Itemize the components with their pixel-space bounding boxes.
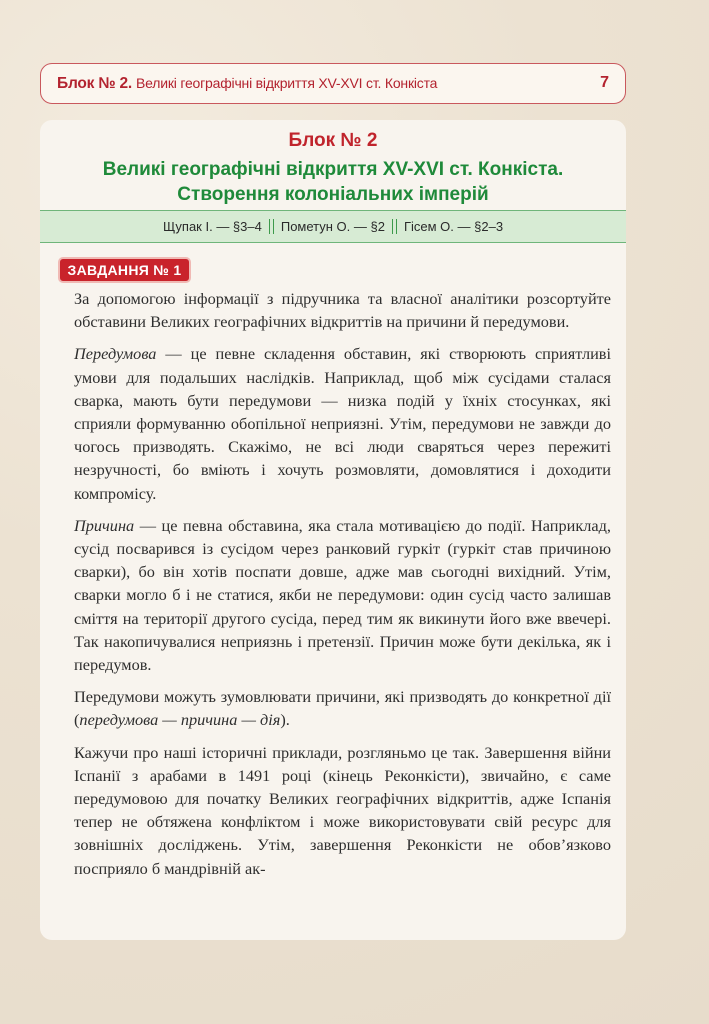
block-label: Блок № 2: [288, 130, 378, 151]
running-header-block-label: Блок № 2.: [57, 75, 133, 92]
separator-icon: [269, 219, 274, 234]
task-intro: За допомогою інформації з підручника та власної аналітики розсортуйте обставини Великих географічних відкриттів на причини й передумови.: [74, 289, 611, 332]
task-content: [74, 287, 611, 889]
textbook-references: [40, 210, 626, 243]
block-title-line-2: Створення колоніальних імперій: [177, 184, 489, 205]
running-header-title: [57, 75, 437, 93]
definition-prerequisite: — це певне складення обставин, які створюють сприятливі умови для подальших наслідків. Наприклад, щоб між сусідами сталася сварка, мають бути передумови — низка подій у їхніх стосунках, які сприяли формуванню обопільної неприязні. Утім, передумови не завжди до чогось призводять. Скажімо, не всі люди сваряться через пережиті незручності, бо вміють і хочуть розмовляти, домовлятися і доходити компромісу.: [74, 344, 611, 503]
block-title-line-1: Великі географічні відкриття XV-XVI ст. Конкіста.: [102, 159, 564, 180]
chain-formula: передумова — причина — дія: [79, 710, 281, 730]
content-card: [40, 120, 626, 940]
definition-cause: — це певна обставина, яка стала мотивацією до події. Наприклад, сусід посварився із сусідом через ранковий гуркіт (гуркіт став причиною сварки), бо він хотів поспати довше, адже мав сьогодні вихідний. Утім, сварки могло б і не статися, якби не передумови: один сусід часто залишав сміття на території другого сусіда, перед тим як викинути його вже ввечері. Так накопичувалися неприязнь і претензії. Причин може бути декілька, як і передумов.: [74, 515, 611, 675]
term-prerequisite: Передумова: [74, 344, 157, 364]
running-header-subtitle: Великі географічні відкриття XV-XVI ст. Конкіста: [136, 75, 438, 91]
chain-end: ).: [280, 710, 290, 730]
separator-icon: [392, 219, 397, 234]
paragraph-prerequisite: [74, 342, 611, 504]
paragraph-example: Кажучи про наші історичні приклади, розгляньмо це так. Завершення війни Іспанії з арабами в 1491 році (кінець Реконкісти), звичайно, є саме передумовою для початку Великих географічних відкриттів, адже Іспанія тепер не обтяжена конфліктом і може використовувати свій ресурс для зовнішніх досліджень. Утім, завершення Реконкісти не обов’язково посприяло б мандрівній ак-: [74, 742, 611, 878]
paragraph-chain: [74, 685, 611, 731]
reference-item: Гісем О. — §2–3: [403, 219, 504, 234]
block-title: [40, 157, 626, 207]
reference-item: Щупак І. — §3–4: [162, 219, 262, 234]
task-badge: ЗАВДАННЯ № 1: [58, 257, 191, 283]
reference-item: Пометун О. — §2: [280, 219, 385, 234]
paragraph-cause: [74, 514, 611, 676]
term-cause: Причина: [74, 515, 135, 535]
running-header: [40, 63, 626, 104]
chain-text: Передумови можуть зумовлювати причини, які призводять до конкретної дії (: [74, 687, 611, 730]
page-number: 7: [600, 74, 609, 91]
